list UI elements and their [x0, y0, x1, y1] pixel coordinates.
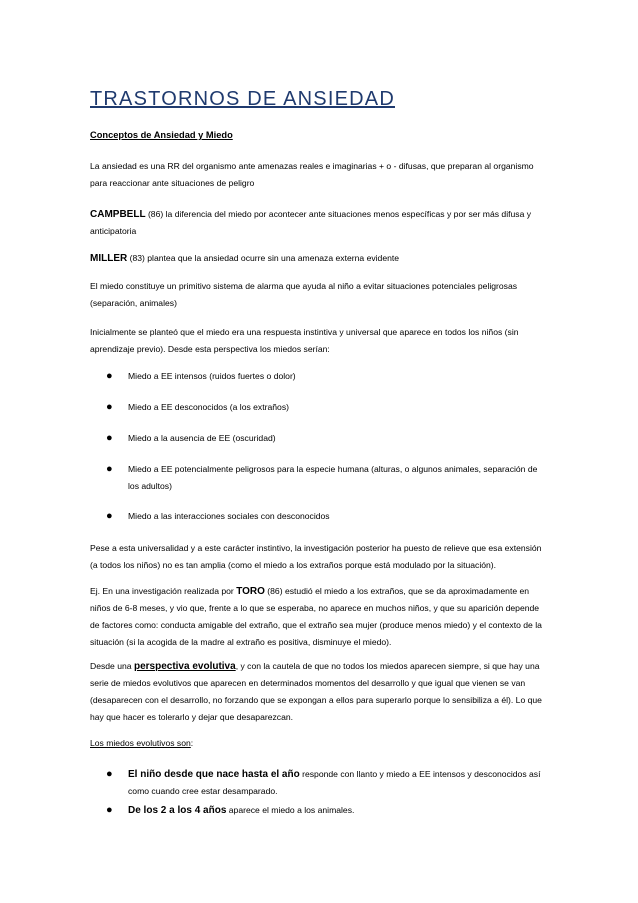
text-fragment: Ej. En una investigación realizada por [90, 586, 237, 596]
author-campbell: CAMPBELL [90, 209, 146, 220]
bold-term: De los 2 a los 4 años [128, 805, 227, 816]
paragraph-miedo-alarma [90, 278, 550, 312]
paragraph-campbell [90, 206, 550, 240]
paragraph-toro [90, 583, 550, 651]
text-line [128, 802, 548, 819]
bold-term: perspectiva evolutiva [133, 661, 236, 672]
bold-term: El niño desde que nace hasta el año [128, 769, 300, 780]
paragraph-miller [90, 250, 550, 267]
text-line: anticipatoria [90, 226, 137, 236]
text-fragment: , y con la cautela de que no todos los miedos aparecen siempre, si que hay una [235, 661, 540, 671]
bullet-icon: ● [106, 463, 113, 475]
paragraph-miedos-evolutivos [90, 735, 550, 752]
bullet-icon: ● [106, 370, 113, 382]
text-fragment: (86) estudió el miedo a los extraños, que se da aproximadamente en [264, 586, 530, 596]
section-subtitle: Conceptos de Ansiedad y Miedo [90, 130, 233, 140]
list-item [106, 368, 548, 385]
text-line: Pese a esta universalidad y a este carácter instintivo, la investigación posterior ha puesto de relieve que esa extensión [90, 543, 542, 553]
text-line: los adultos) [128, 481, 172, 491]
text-line: El miedo constituye un primitivo sistema de alarma que ayuda al niño a evitar situaciones potenciales peligrosas [90, 281, 518, 291]
bullet-icon: ● [106, 401, 113, 413]
underlined-heading: Los miedos evolutivos son [90, 738, 191, 748]
text-line [90, 658, 550, 675]
text-fragment: Desde una [90, 661, 134, 671]
paragraph-perspectiva [90, 658, 550, 726]
paragraph-ansiedad [90, 158, 550, 192]
list-item [106, 430, 548, 447]
list-item [106, 802, 548, 819]
text-line: hay que hacer es tolerarlo y dejar que desaparezcan. [90, 712, 294, 722]
text-line: Miedo a la ausencia de EE (oscuridad) [128, 433, 276, 443]
bullet-icon: ● [106, 432, 113, 444]
text-line: (a todos los niños) no es tan amplia (como el miedo a los extraños porque está modulado por la situación). [90, 560, 497, 570]
text-line [90, 583, 550, 600]
bullet-icon: ● [106, 768, 113, 780]
bullet-icon: ● [106, 804, 113, 816]
text-line: Miedo a las interacciones sociales con desconocidos [128, 511, 330, 521]
text-line: Miedo a EE potencialmente peligrosos para la especie humana (alturas, o algunos animales, separación de [128, 464, 538, 474]
list-item [106, 399, 548, 416]
paragraph-universalidad [90, 540, 550, 574]
text-line [90, 206, 550, 223]
text-line [128, 766, 548, 783]
document-title: TRASTORNOS DE ANSIEDAD [90, 88, 395, 110]
text-line: aprendizaje previo). Desde esta perspectiva los miedos serían: [90, 344, 330, 354]
text-fragment: (86) la diferencia del miedo por acontecer ante situaciones menos específicas y por ser más difusa y [145, 209, 532, 219]
text-line [90, 735, 550, 752]
text-fragment: (83) plantea que la ansiedad ocurre sin una amenaza externa evidente [127, 253, 400, 263]
text-fragment: responde con llanto y miedo a EE intensos y desconocidos así [299, 769, 541, 779]
text-line: serie de miedos evolutivos que aparecen en determinados momentos del desarrollo y que igual que vienen se van [90, 678, 526, 688]
author-miller: MILLER [90, 253, 128, 264]
text-line: niños de 6-8 meses, y vio que, frente a lo que se esperaba, no aparece en muchos niños, y que su aparición depende [90, 603, 540, 613]
text-fragment: : [190, 738, 194, 748]
text-line: Inicialmente se planteó que el miedo era una respuesta instintiva y universal que aparece en todos los niños (sin [90, 327, 519, 337]
text-line: para reaccionar ante situaciones de peligro [90, 178, 255, 188]
text-line: (desaparecen con el desarrollo, no forzando que se expongan a ellos para superarlo porque lo sensibiliza a él). Lo que [90, 695, 542, 705]
text-line: Miedo a EE intensos (ruidos fuertes o dolor) [128, 371, 296, 381]
author-toro: TORO [236, 586, 265, 597]
text-line: La ansiedad es una RR del organismo ante amenazas reales e imaginarias + o - difusas, que preparan al organismo [90, 161, 534, 171]
text-line: situación (si la acogida de la madre al extraño es positiva, disminuye el miedo). [90, 637, 392, 647]
bullet-icon: ● [106, 510, 113, 522]
list-item [106, 766, 548, 800]
text-line: de factores como: conducta amigable del extraño, que el extraño sea mujer (produce menos miedo) y el contexto de la [90, 620, 542, 630]
list-item [106, 461, 548, 495]
text-line: Miedo a EE desconocidos (a los extraños) [128, 402, 289, 412]
paragraph-instintivo [90, 324, 550, 358]
text-line: (separación, animales) [90, 298, 177, 308]
text-line: como cuando cree estar desamparado. [128, 786, 278, 796]
text-line [90, 250, 550, 267]
list-item [106, 508, 548, 525]
text-fragment: aparece el miedo a los animales. [226, 805, 355, 815]
